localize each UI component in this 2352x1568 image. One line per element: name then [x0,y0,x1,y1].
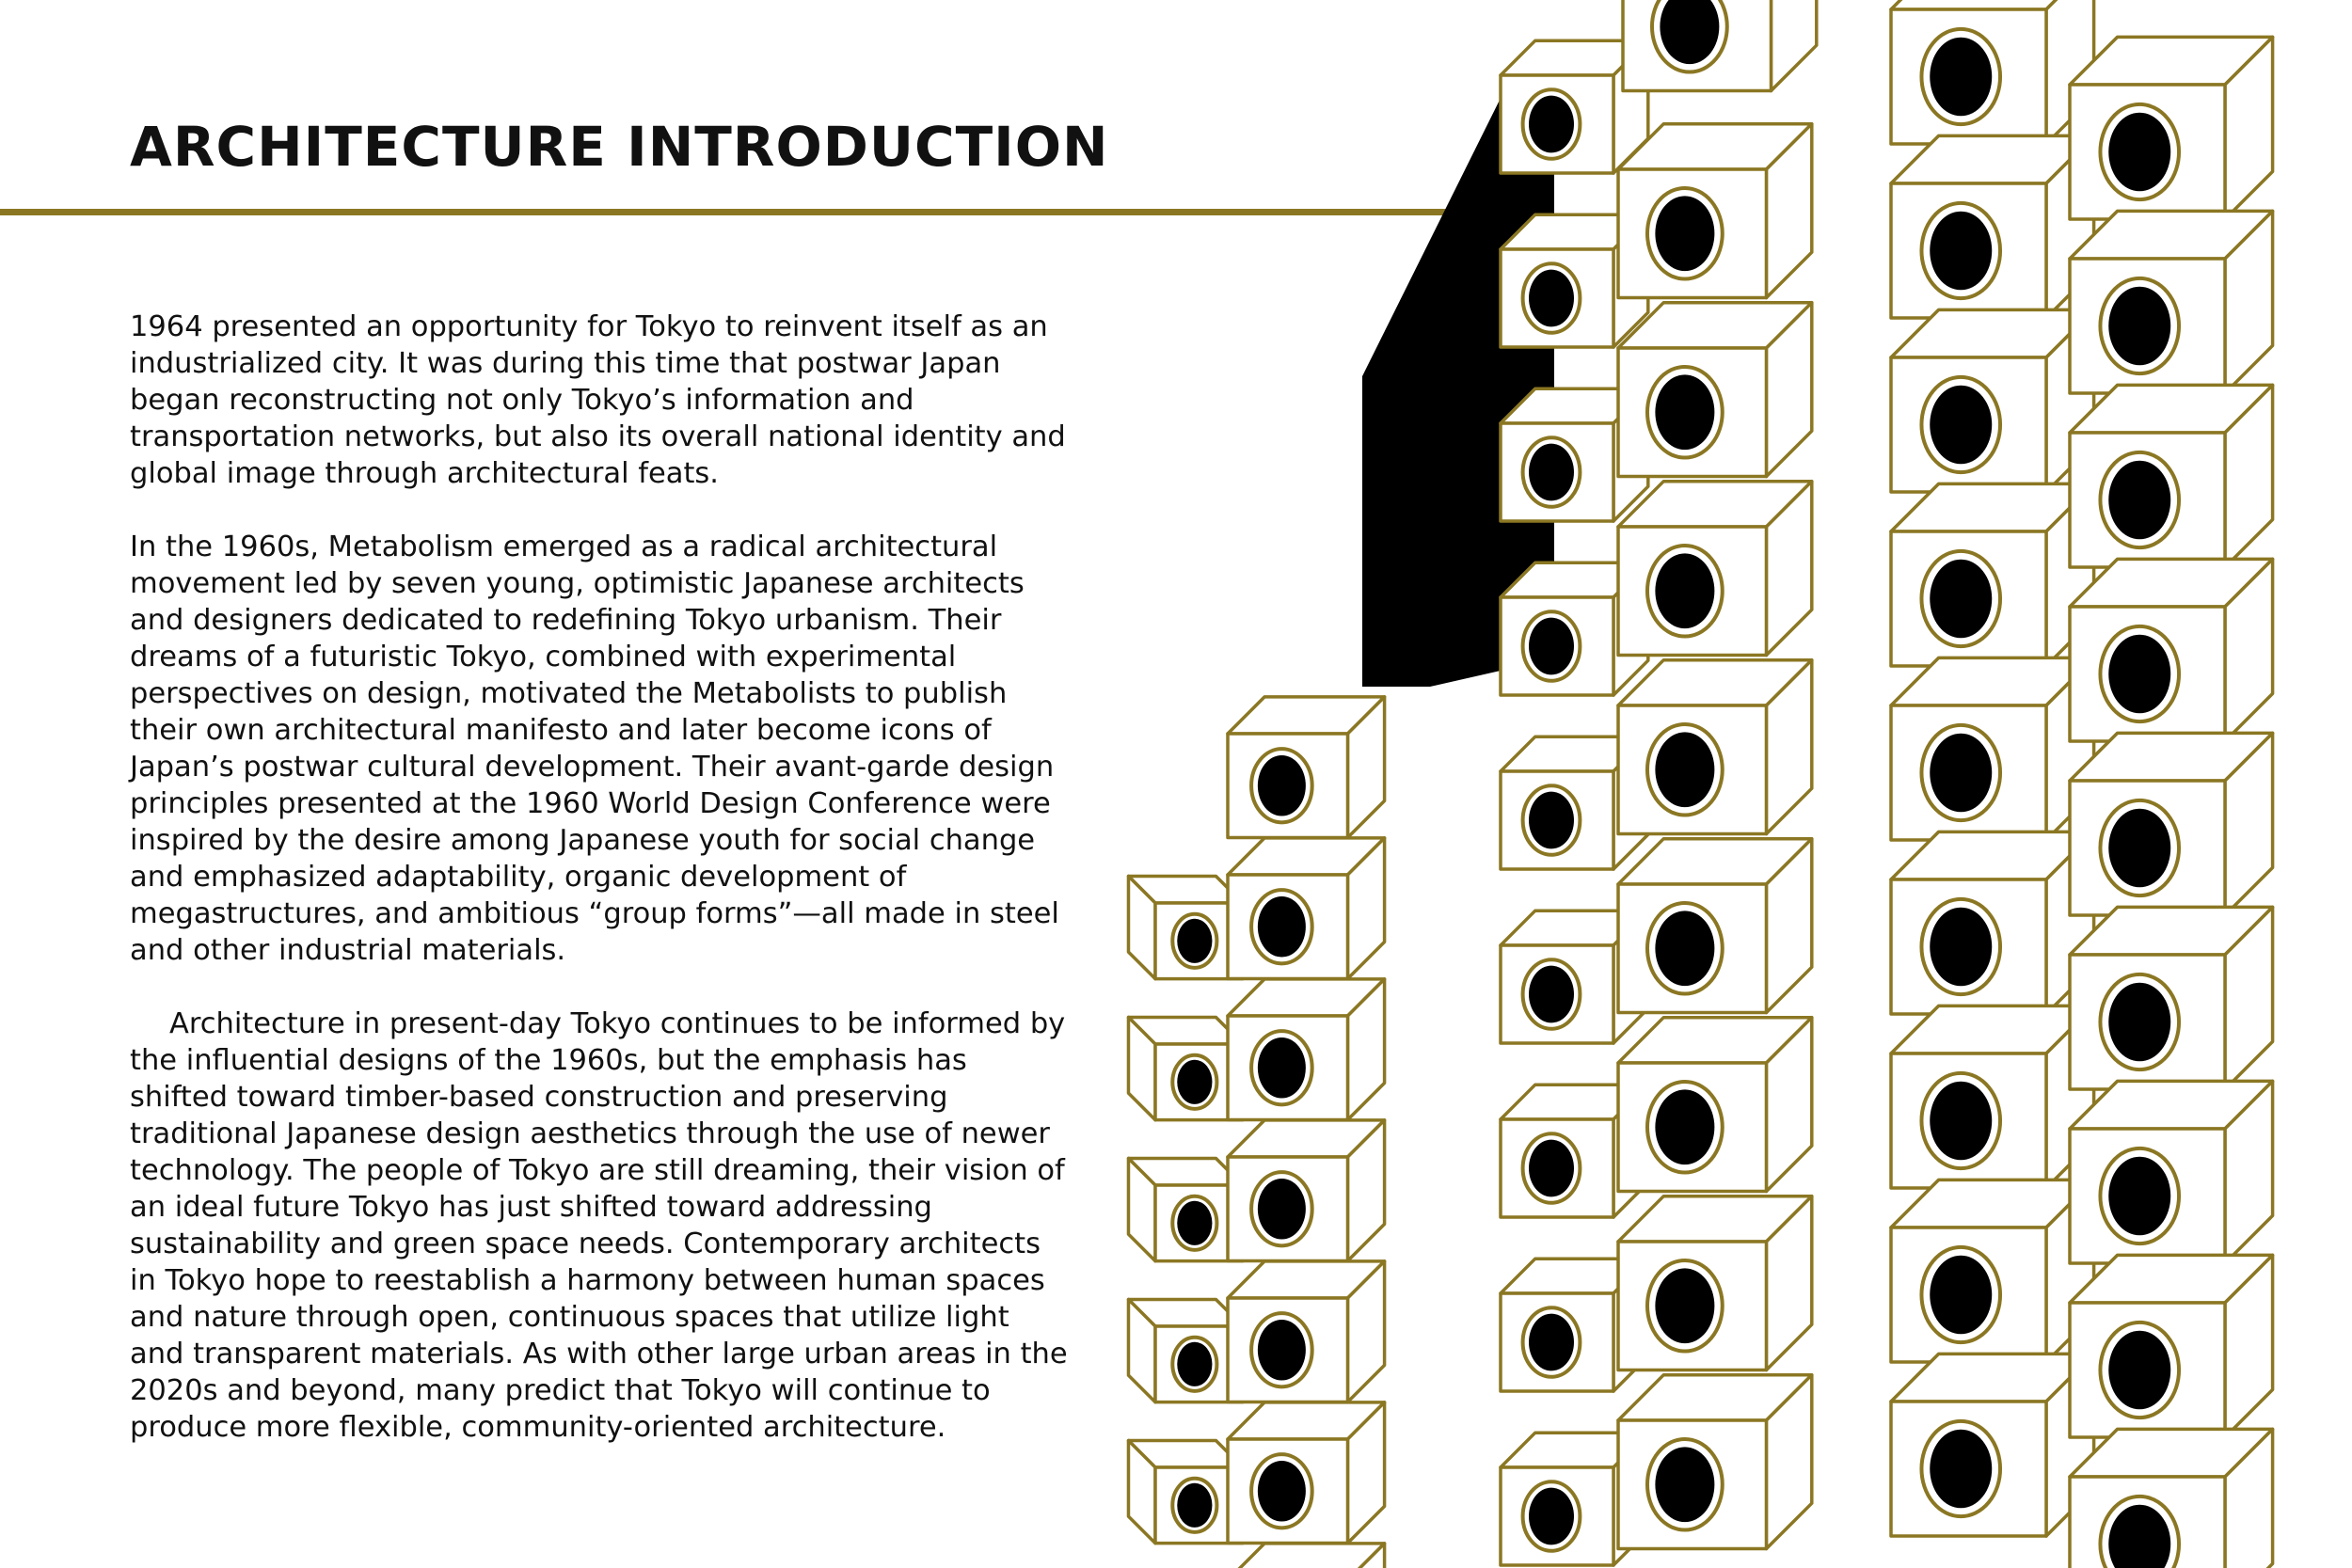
capsule-window [1655,1447,1714,1522]
capsule-module [1128,1299,1243,1402]
capsule-module [1891,657,2094,840]
capsule-module [1618,482,1812,656]
capsule-window [1258,755,1306,816]
capsule-module [1891,832,2094,1014]
capsule-module [1618,124,1812,298]
capsule-window [1655,553,1714,628]
capsule-window [1177,1201,1212,1245]
capsule-window [2108,1331,2170,1410]
capsule-window [1529,444,1574,501]
capsule-module [1228,979,1385,1120]
capsule-module [1128,1017,1243,1119]
capsule-window [2108,1157,2170,1236]
capsule-module [1618,1018,1812,1192]
capsule-window [1655,1268,1714,1343]
capsule-window [1930,212,1992,291]
capsule-window [1258,896,1306,958]
paragraph-2: In the 1960s, Metabolism emerged as a radical architectural movement led by seven young, optimistic Japanese architects and designers dedicated to redefining Tokyo urbanism. Their dreams of a futuristic Tokyo, combined with experimental perspectives on design, motivated the Metabolists to publish their own architectural manifesto and later become icons of Japan’s postwar cultural development. Their avant-garde design principles presented at the 1960 World Design Conference were inspired by the desire among Japanese youth for social change and emphasized adaptability, organic development of megastructures, and ambitious “group forms”—all made in steel and other industrial materials. [130,531,1059,967]
capsule-window [1930,1430,1992,1509]
capsule-window [1655,732,1714,807]
capsule-module [1891,483,2094,666]
capsule-window [1529,270,1574,327]
capsule-module [1891,1006,2094,1188]
capsule-module [1623,0,1817,91]
capsule-window [1930,908,1992,987]
capsule-module [1618,839,1812,1013]
capsule-window [2108,461,2170,540]
paragraph-1: 1964 presented an opportunity for Tokyo to reinvent itself as an industrialized city. It was during this time that postwar Japan began reconstructing not only Tokyo’s information and transportation networks, but also its overall national identity and global image through architectural feats. [130,310,1066,490]
capsule-window [1655,196,1714,271]
capsule-module [2070,1081,2273,1263]
capsule-module [2070,1429,2273,1568]
capsule-module [1891,0,2094,144]
capsule-module [1228,1402,1385,1544]
capsule-window [1177,1060,1212,1104]
capsule-window [1655,374,1714,450]
capsule-window [1529,96,1574,153]
capsule-window [2108,809,2170,888]
capsule-tower-icon [1110,0,2352,1568]
capsule-window [1177,1342,1212,1386]
capsule-window [2108,983,2170,1062]
capsule-module [2070,559,2273,741]
capsule-module [2070,385,2273,567]
capsule-window [2108,635,2170,714]
capsule-window [1529,618,1574,675]
capsule-window [1177,919,1212,963]
capsule-group [1128,0,2272,1568]
capsule-window [1655,911,1714,986]
capsule-module [2070,37,2273,219]
capsule-window [1258,1179,1306,1240]
capsule-window [2108,287,2170,366]
capsule-window [1930,386,1992,465]
capsule-module [1618,1196,1812,1370]
capsule-window [1529,1140,1574,1197]
capsule-module [2070,211,2273,393]
capsule-window [1529,966,1574,1023]
capsule-module [2070,733,2273,915]
capsule-module [1228,697,1385,838]
capsule-module [1891,1354,2094,1536]
capsule-window [1258,1037,1306,1099]
capsule-window [1930,560,1992,639]
capsule-window [1930,734,1992,813]
capsule-window [1529,792,1574,849]
capsule-module [1128,1440,1243,1543]
body-text [130,309,1071,1446]
capsule-module [1618,1375,1812,1549]
capsule-module [1228,1261,1385,1402]
page-title: ARCHITECTURE INTRODUCTION [130,115,1109,179]
capsule-module [2070,907,2273,1089]
capsule-module [1891,135,2094,318]
capsule-module [1891,1180,2094,1362]
capsule-window [1930,1256,1992,1335]
capsule-module [1228,1544,1385,1568]
capsule-module [1891,309,2094,492]
capsule-module [1128,876,1243,978]
capsule-window [1529,1488,1574,1545]
capsule-module [2070,1255,2273,1437]
capsule-module [1618,303,1812,477]
capsule-window [1655,1089,1714,1164]
capsule-module [1618,660,1812,834]
paragraph-3: Architecture in present-day Tokyo continues to be informed by the influential designs of the 1960s, but the emphasis has shifted toward timber-based construction and preserving traditional Japanese design aesthetics through the use of newer technology. The people of Tokyo are still dreaming, their vision of an ideal future Tokyo has just shifted toward addressing sustainability and green space needs. Contemporary architects in Tokyo hope to reestablish a harmony between human spaces and nature through open, continuous spaces that utilize light and transparent materials. As with other large urban areas in the 2020s and beyond, many predict that Tokyo will continue to produce more flexible, community-oriented architecture. [130,1007,1068,1444]
capsule-window [1177,1483,1212,1528]
capsule-module [1228,1120,1385,1261]
capsule-module [1228,838,1385,979]
capsule-window [1258,1320,1306,1381]
capsule-module [1128,1158,1243,1260]
capsule-window [1930,38,1992,117]
capsule-window [1930,1082,1992,1161]
capsule-window [1529,1314,1574,1371]
capsule-window [2108,113,2170,192]
capsule-window [1258,1461,1306,1522]
